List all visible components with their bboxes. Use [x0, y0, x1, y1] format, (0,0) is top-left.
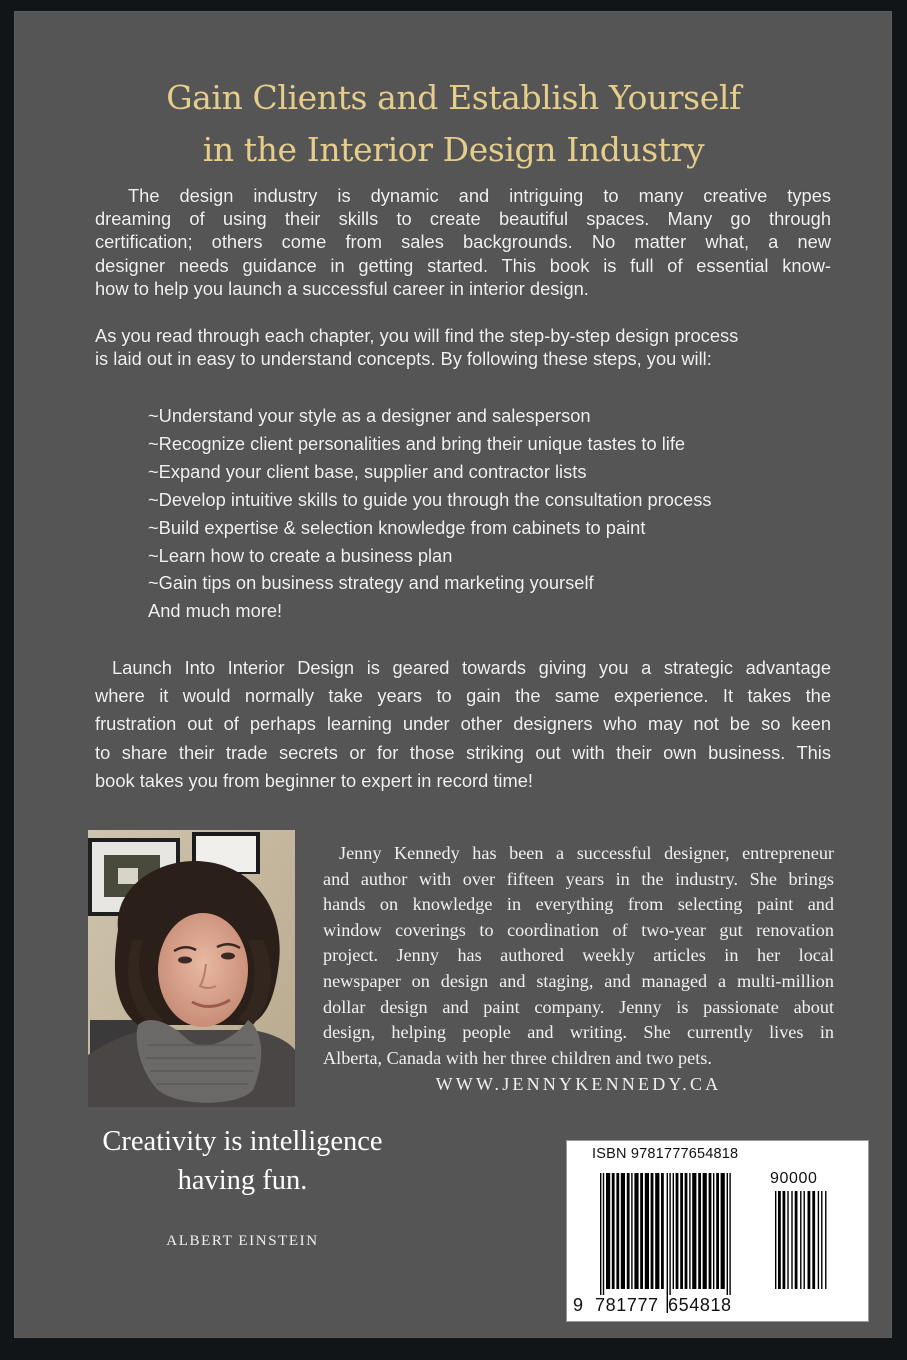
benefit-item: ~Expand your client base, supplier and contractor lists	[148, 460, 587, 482]
barcode-bar	[713, 1173, 714, 1289]
cover-headline	[0, 72, 907, 176]
advantage-line: book takes you from beginner to expert in record time!	[95, 769, 533, 791]
process-paragraph	[95, 324, 831, 370]
ean-left-group: 781777	[595, 1295, 659, 1315]
advantage-line: to share their trade secrets or for those striking out with their own business. This	[95, 741, 831, 763]
barcode-bar	[808, 1191, 811, 1289]
bio-line: window coverings to coordination of two-year gut renovation	[323, 919, 834, 940]
barcode-bar	[627, 1173, 630, 1289]
benefits-list	[148, 402, 828, 625]
barcode-bar	[825, 1191, 826, 1289]
barcode-bar	[669, 1173, 670, 1313]
advantage-line: Launch Into Interior Design is geared towards giving you a strategic advantage	[112, 657, 831, 678]
benefit-item: ~Gain tips on business strategy and marketing yourself	[148, 572, 594, 594]
intro-paragraph	[95, 184, 831, 300]
bio-line: hands on knowledge in everything from selecting paint and	[323, 894, 834, 915]
barcode-bar	[783, 1191, 786, 1289]
bio-line: Alberta, Canada with her three children and two pets.	[323, 1047, 712, 1068]
barcode-bar	[640, 1173, 643, 1289]
headline-line-2: in the Interior Design Industry	[202, 130, 705, 169]
barcode-bar	[703, 1173, 707, 1289]
barcode-bar	[634, 1173, 638, 1289]
barcode-bar	[804, 1191, 805, 1289]
barcode-bar	[612, 1173, 615, 1289]
barcode-bar	[621, 1173, 625, 1289]
intro-line: The design industry is dynamic and intriguing to many creative types	[128, 185, 831, 206]
advantage-paragraph	[95, 654, 831, 795]
intro-line: certification; others come from sales backgrounds. No matter what, a new	[95, 231, 831, 253]
quote-attribution: ALBERT EINSTEIN	[166, 1233, 319, 1249]
barcode-bar	[603, 1173, 604, 1313]
benefit-item: ~Learn how to create a business plan	[148, 544, 453, 566]
barcode-bar	[655, 1173, 659, 1289]
barcode-bar	[821, 1191, 822, 1289]
ean-first-digit: 9	[573, 1295, 584, 1315]
barcode-bar	[721, 1173, 725, 1289]
barcode-bar	[716, 1173, 719, 1289]
barcode-bar	[818, 1191, 819, 1289]
benefit-item: ~Understand your style as a designer and salesperson	[148, 405, 591, 426]
barcode-bar	[709, 1173, 712, 1289]
benefit-item: And much more!	[148, 600, 283, 622]
process-line: As you read through each chapter, you will find the step-by-step design process	[95, 325, 739, 346]
isbn-label: ISBN 9781777654818	[592, 1146, 739, 1162]
headline-line-1: Gain Clients and Establish Yourself	[166, 78, 741, 117]
bio-line: Jenny Kennedy has been a successful designer, entrepreneur	[339, 843, 834, 863]
barcode-bar	[661, 1173, 664, 1289]
advantage-line: frustration out of perhaps learning under other designers who may not be so keen	[95, 713, 831, 735]
barcode-bar	[812, 1191, 815, 1289]
barcode-bar	[645, 1173, 649, 1289]
ean-digits	[573, 1295, 732, 1360]
author-portrait-illustration	[88, 830, 295, 1107]
barcode-bar	[676, 1173, 679, 1289]
barcode-bar	[729, 1173, 730, 1313]
bio-line: newspaper on design and staging, and managed a multi-million	[323, 970, 834, 991]
barcode-bar	[689, 1173, 690, 1289]
quote-line-1: Creativity is intelligence	[102, 1126, 383, 1157]
benefit-item: ~Build expertise & selection knowledge from cabinets to paint	[148, 516, 646, 538]
barcode-bar	[600, 1173, 601, 1313]
intro-line: how to help you launch a successful career in interior design.	[95, 277, 589, 299]
barcode-bar	[673, 1173, 674, 1289]
isbn-barcode	[566, 1140, 869, 1322]
barcode-bar	[698, 1173, 701, 1289]
barcode-bar	[800, 1191, 801, 1289]
benefit-item: ~Recognize client personalities and bring their unique tastes to life	[148, 432, 686, 454]
barcode-bar	[727, 1173, 728, 1313]
barcode-bar	[616, 1173, 619, 1289]
barcode-bar	[606, 1173, 610, 1289]
barcode-addon-price: 90000	[770, 1170, 818, 1187]
barcode-bar	[791, 1191, 792, 1289]
author-photo	[88, 830, 295, 1107]
process-line: is laid out in easy to understand concepts. By following these steps, you will:	[95, 348, 712, 370]
bio-line: dollar design and paint company. Jenny is passionate about	[323, 996, 834, 1017]
barcode-bar	[680, 1173, 683, 1289]
intro-line: dreaming of using their skills to create beautiful spaces. Many go through	[95, 208, 831, 230]
bio-line: project. Jenny has authored weekly articles in her local	[323, 945, 834, 966]
advantage-line: where it would normally take years to gain the same experience. It takes the	[95, 685, 831, 707]
barcode-bar	[651, 1173, 654, 1289]
barcode-bar	[787, 1191, 788, 1289]
barcode-bar	[685, 1173, 688, 1289]
barcode-bar	[667, 1173, 668, 1313]
benefit-item: ~Develop intuitive skills to guide you through the consultation process	[148, 488, 712, 510]
quote-line-2: having fun.	[177, 1165, 308, 1196]
barcode-bar	[795, 1191, 798, 1289]
bio-line: and author with over fifteen years in the industry. She brings	[323, 868, 834, 889]
barcode-bar	[778, 1191, 781, 1289]
barcode-bar	[692, 1173, 696, 1289]
quote	[80, 1122, 405, 1200]
ean-right-group: 654818	[668, 1295, 732, 1315]
barcode-bar	[775, 1191, 776, 1289]
author-website: WWW.JENNYKENNEDY.CA	[435, 1074, 722, 1094]
author-bio	[323, 841, 834, 1071]
intro-line: designer needs guidance in getting started. This book is full of essential know-	[95, 254, 831, 276]
bio-line: design, helping people and writing. She currently lives in	[323, 1022, 834, 1043]
barcode-bar	[631, 1173, 632, 1289]
